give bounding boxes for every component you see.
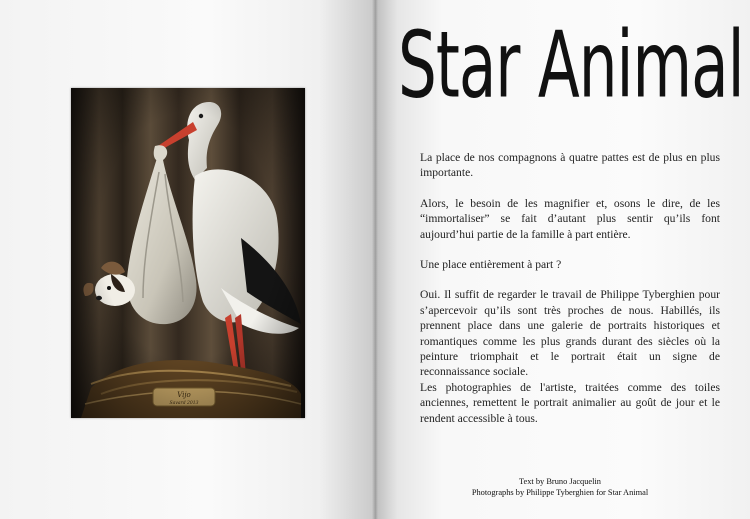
paragraph-photographies: Les photographies de l'artiste, traitées comme des toiles anciennes, remettent le portrait animalier au goût de jour et le rendent accessible à tous. — [420, 380, 720, 425]
article-title: Star Animal — [398, 12, 744, 120]
credits — [440, 476, 680, 498]
article-body — [420, 150, 720, 441]
page-gutter — [372, 0, 378, 519]
paragraph-question: Une place entièrement à part ? — [420, 258, 562, 272]
photo-illustration — [71, 88, 305, 418]
stork-dog-photograph — [71, 88, 305, 418]
credit-text-author: Text by Bruno Jacquelin — [519, 477, 601, 486]
paragraph-intro: La place de nos compagnons à quatre pattes est de plus en plus importante. — [420, 151, 720, 180]
paragraph-tyberghien: Oui. Il suffit de regarder le travail de Philippe Tyberghien pour s’apercevoir qu’ils sont très proches de nous. Habillés, ils prennent place dans une galerie de portraits historiques et romantiques comme les plus grands durant des siècles où la peinture triomphait et le portrait était un signe de reconnaissance sociale. — [420, 288, 720, 379]
credit-photographer: Photographs by Philippe Tyberghien for Star Animal — [471, 488, 649, 497]
paragraph-immortalise: Alors, le besoin de les magnifier et, osons le dire, de les “immortaliser” se fait d’autant plus sentir qu’ils font aujourd’hui partie de la famille à part entière. — [420, 196, 720, 241]
